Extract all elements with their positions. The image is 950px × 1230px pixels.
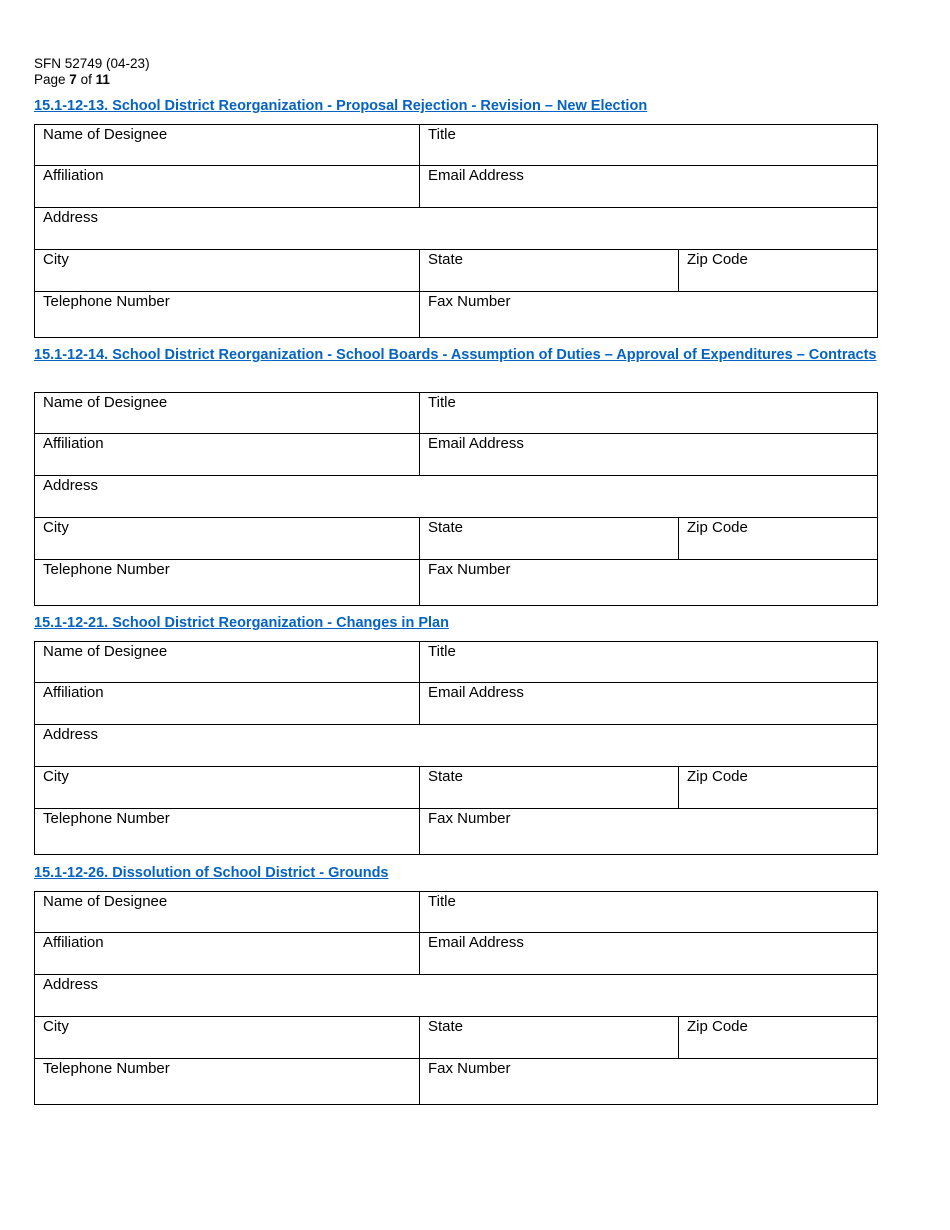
form-row-phone-fax [35, 1059, 877, 1104]
title-field[interactable]: Title [419, 393, 877, 433]
zip-code-field[interactable]: Zip Code [678, 250, 877, 291]
designee-form-15-1-12-26 [34, 891, 878, 1105]
of-word: of [80, 72, 92, 87]
designee-form-15-1-12-13 [34, 124, 878, 338]
city-field[interactable]: City [43, 251, 69, 268]
form-row-name-title [35, 125, 877, 166]
telephone-number-field[interactable]: Telephone Number [43, 810, 170, 827]
telephone-number-field[interactable]: Telephone Number [43, 293, 170, 310]
page-word: Page [34, 72, 66, 87]
title-field[interactable]: Title [419, 892, 877, 932]
affiliation-field[interactable]: Affiliation [43, 435, 104, 452]
section-link-15-1-12-26[interactable]: 15.1-12-26. Dissolution of School District - Grounds [34, 865, 389, 881]
city-field[interactable]: City [43, 1018, 69, 1035]
address-field[interactable]: Address [43, 209, 99, 226]
form-row-name-title [35, 393, 877, 434]
page-indicator [34, 72, 150, 88]
fax-number-field[interactable]: Fax Number [419, 292, 877, 337]
fax-number-field[interactable]: Fax Number [419, 809, 877, 854]
city-field[interactable]: City [43, 519, 69, 536]
fax-number-field[interactable]: Fax Number [419, 1059, 877, 1104]
state-field[interactable]: State [419, 518, 678, 559]
form-row-city-state-zip [35, 518, 877, 560]
form-id: SFN 52749 (04-23) [34, 56, 150, 71]
affiliation-field[interactable]: Affiliation [43, 934, 104, 951]
state-field[interactable]: State [419, 250, 678, 291]
email-address-field[interactable]: Email Address [419, 166, 877, 207]
name-of-designee-field[interactable]: Name of Designee [43, 126, 168, 143]
address-field[interactable]: Address [43, 477, 99, 494]
affiliation-field[interactable]: Affiliation [43, 167, 104, 184]
address-field[interactable]: Address [43, 726, 99, 743]
designee-form-15-1-12-21 [34, 641, 878, 855]
form-row-name-title [35, 892, 877, 933]
form-row-affiliation-email [35, 434, 877, 476]
name-of-designee-field[interactable]: Name of Designee [43, 394, 168, 411]
form-row-city-state-zip [35, 1017, 877, 1059]
affiliation-field[interactable]: Affiliation [43, 684, 104, 701]
designee-form-15-1-12-14 [34, 392, 878, 606]
form-row-city-state-zip [35, 250, 877, 292]
form-row-affiliation-email [35, 683, 877, 725]
zip-code-field[interactable]: Zip Code [678, 1017, 877, 1058]
section-link-15-1-12-14[interactable]: 15.1-12-14. School District Reorganization - School Boards - Assumption of Duties – Approval of Expenditures – Contracts [34, 347, 877, 363]
state-field[interactable]: State [419, 1017, 678, 1058]
section-link-15-1-12-13[interactable]: 15.1-12-13. School District Reorganization - Proposal Rejection - Revision – New Election [34, 98, 648, 114]
form-row-phone-fax [35, 292, 877, 337]
email-address-field[interactable]: Email Address [419, 933, 877, 974]
title-field[interactable]: Title [419, 125, 877, 165]
form-row-phone-fax [35, 809, 877, 854]
zip-code-field[interactable]: Zip Code [678, 767, 877, 808]
form-row-affiliation-email [35, 166, 877, 208]
form-row-affiliation-email [35, 933, 877, 975]
page-total: 11 [95, 72, 110, 87]
form-row-name-title [35, 642, 877, 683]
email-address-field[interactable]: Email Address [419, 434, 877, 475]
telephone-number-field[interactable]: Telephone Number [43, 561, 170, 578]
email-address-field[interactable]: Email Address [419, 683, 877, 724]
city-field[interactable]: City [43, 768, 69, 785]
form-row-address [35, 476, 877, 518]
form-header [34, 56, 150, 88]
state-field[interactable]: State [419, 767, 678, 808]
name-of-designee-field[interactable]: Name of Designee [43, 893, 168, 910]
form-row-address [35, 725, 877, 767]
title-field[interactable]: Title [419, 642, 877, 682]
address-field[interactable]: Address [43, 976, 99, 993]
page-current: 7 [69, 72, 77, 87]
section-link-15-1-12-21[interactable]: 15.1-12-21. School District Reorganization - Changes in Plan [34, 615, 449, 631]
form-row-phone-fax [35, 560, 877, 605]
zip-code-field[interactable]: Zip Code [678, 518, 877, 559]
fax-number-field[interactable]: Fax Number [419, 560, 877, 605]
form-row-address [35, 208, 877, 250]
name-of-designee-field[interactable]: Name of Designee [43, 643, 168, 660]
form-row-city-state-zip [35, 767, 877, 809]
telephone-number-field[interactable]: Telephone Number [43, 1060, 170, 1077]
form-row-address [35, 975, 877, 1017]
